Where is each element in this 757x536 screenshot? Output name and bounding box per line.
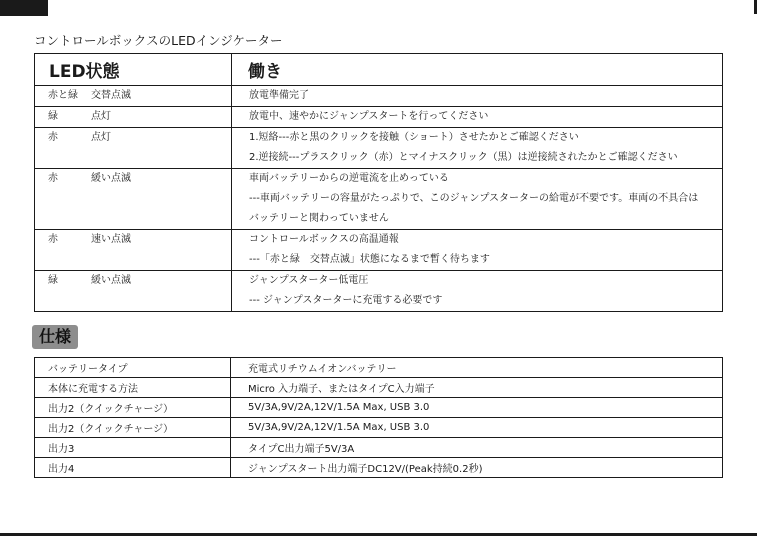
led-state-header: LED状態 xyxy=(35,54,232,86)
led-row xyxy=(35,128,723,169)
led-color: 赤 xyxy=(48,173,58,184)
led-function-line: ジャンプスターター低電圧 xyxy=(249,275,369,286)
spec-value: 5V/3A,9V/2A,12V/1.5A Max, USB 3.0 xyxy=(231,418,723,438)
led-row xyxy=(35,230,723,271)
corner-tab xyxy=(0,0,48,16)
led-function-line: 2.逆接続---プラスクリック（赤）とマイナスクリック（黒）は逆接続されたかとご確認ください xyxy=(249,152,678,163)
led-state: 緩い点滅 xyxy=(91,275,131,286)
led-color: 赤 xyxy=(48,234,58,245)
led-indicator-table xyxy=(34,53,723,312)
spec-label: 出力2（クイックチャージ） xyxy=(35,398,231,418)
spec-table xyxy=(34,357,723,478)
led-color: 緑 xyxy=(48,111,58,122)
spec-row xyxy=(35,438,723,458)
led-state: 速い点滅 xyxy=(91,234,131,245)
spec-label: 出力3 xyxy=(35,438,231,458)
spec-value: Micro 入力端子、またはタイプC入力端子 xyxy=(231,378,723,398)
spec-value: 5V/3A,9V/2A,12V/1.5A Max, USB 3.0 xyxy=(231,398,723,418)
led-color: 赤 xyxy=(48,132,58,143)
led-state: 点灯 xyxy=(91,132,111,143)
led-table-header xyxy=(35,54,723,86)
led-function-line: --- ジャンプスターターに充電する必要です xyxy=(249,295,443,306)
led-state: 緩い点滅 xyxy=(91,173,131,184)
spec-label: 出力2（クイックチャージ） xyxy=(35,418,231,438)
led-state: 交替点滅 xyxy=(91,90,131,101)
led-function-line: 車両バッテリーからの逆電流を止めっている xyxy=(249,173,449,184)
function-header: 働き xyxy=(232,54,723,86)
spec-section-badge: 仕様 xyxy=(32,325,78,349)
spec-label: 出力4 xyxy=(35,458,231,478)
spec-value: ジャンプスタート出力端子DC12V/(Peak持続0.2秒) xyxy=(231,458,723,478)
led-state: 点灯 xyxy=(91,111,111,122)
spec-row xyxy=(35,458,723,478)
led-row xyxy=(35,107,723,128)
spec-label: バッテリータイプ xyxy=(35,358,231,378)
led-function-line: ---「赤と緑 交替点滅」状態になるまで暫く待ちます xyxy=(249,254,490,265)
led-function-line: 放電中、速やかにジャンプスタートを行ってください xyxy=(249,111,489,122)
led-color: 赤と緑 xyxy=(48,90,78,101)
spec-value: タイプC出力端子5V/3A xyxy=(231,438,723,458)
section-title: コントロールボックスのLEDインジケーター xyxy=(34,33,283,48)
spec-value: 充電式リチウムイオンバッテリー xyxy=(231,358,723,378)
led-function-line: バッテリーと関わっていません xyxy=(249,213,389,224)
led-function-line: ---車両バッテリーの容量がたっぷりで、このジャンプスターターの給電が不要です。車両の不具合は xyxy=(249,193,699,204)
spec-row xyxy=(35,398,723,418)
led-row xyxy=(35,169,723,230)
spec-row xyxy=(35,418,723,438)
led-function-line: 1.短絡---赤と黒のクリックを接触（ショート）させたかとご確認ください xyxy=(249,132,579,143)
led-function-line: 放電準備完了 xyxy=(249,90,309,101)
spec-label: 本体に充電する方法 xyxy=(35,378,231,398)
led-color: 緑 xyxy=(48,275,58,286)
led-row xyxy=(35,86,723,107)
led-row xyxy=(35,271,723,312)
spec-row xyxy=(35,378,723,398)
led-function-line: コントロールボックスの高温通報 xyxy=(249,234,399,245)
spec-row xyxy=(35,358,723,378)
